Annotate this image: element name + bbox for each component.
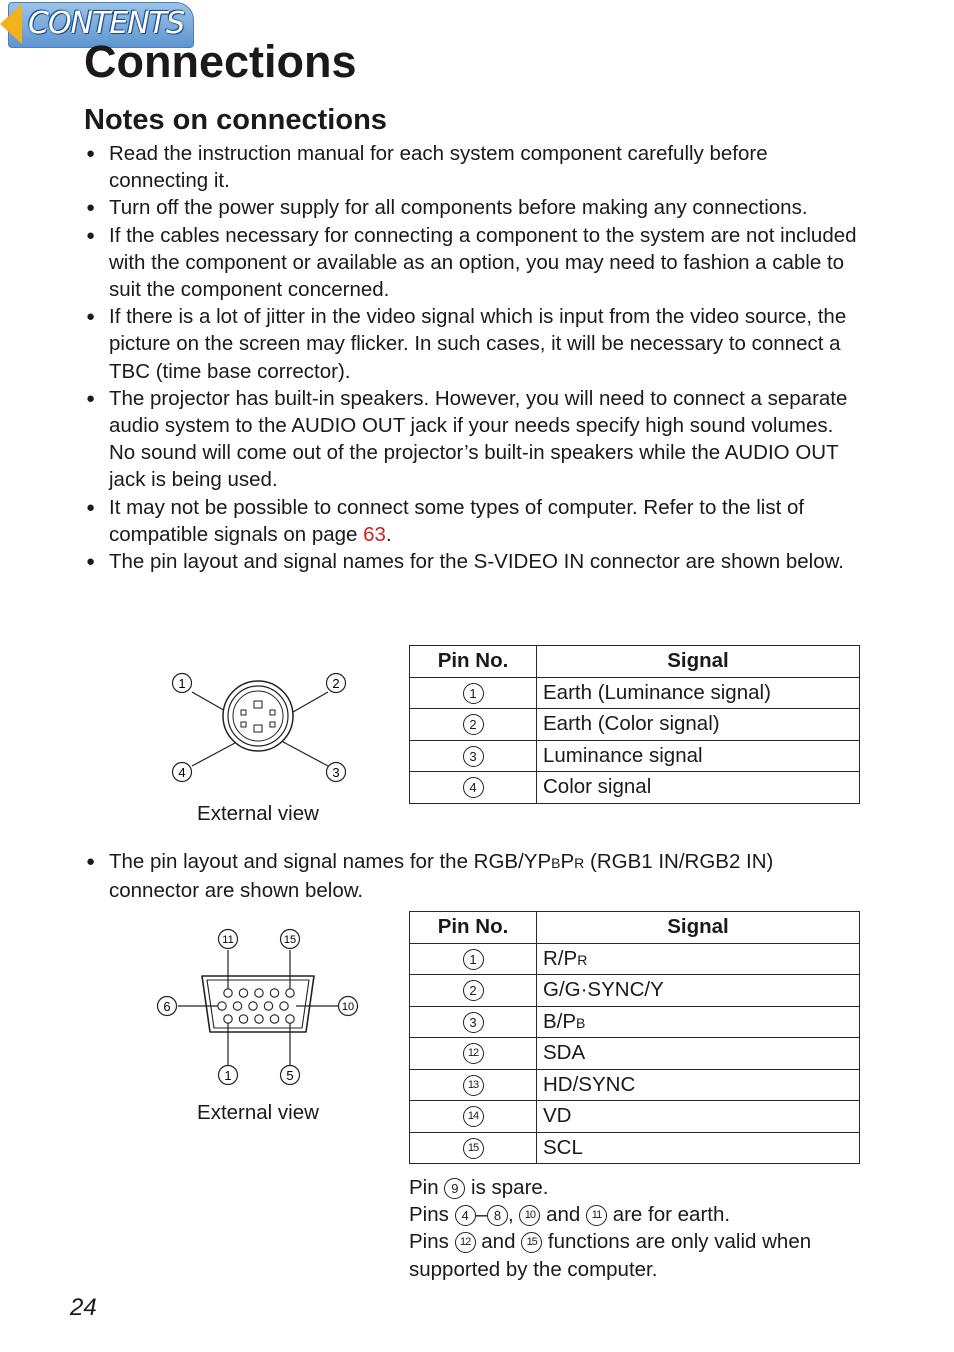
- table-row: [410, 1038, 860, 1070]
- note-item: [84, 848, 864, 904]
- contents-label: CONTENTS: [28, 6, 185, 41]
- pin-number: 1: [463, 683, 484, 704]
- signal-name: Color signal: [537, 772, 860, 804]
- note-item: ● The pin layout and signal names for the S-VIDEO IN connector are shown below.: [84, 548, 864, 575]
- rgb-pin-label: 15: [283, 934, 297, 946]
- signal-subscript: R: [577, 951, 588, 968]
- footnote-line: [409, 1201, 869, 1228]
- table-row: [410, 1101, 860, 1133]
- pin-number: 2: [463, 980, 484, 1001]
- footnote-line: [409, 1174, 869, 1201]
- signal-name: Earth (Luminance signal): [537, 677, 860, 709]
- pin-number: 1: [463, 949, 484, 970]
- table-row: [410, 772, 860, 804]
- rgb-pin-table: [409, 911, 860, 1164]
- pin-footnotes: [409, 1174, 869, 1283]
- pin-number: 9: [444, 1178, 465, 1199]
- note-text: It may not be possible to connect some types of computer. Refer to the list of compatible signals on page: [109, 495, 805, 546]
- section-title: Notes on connections: [84, 104, 387, 136]
- pin-number: 4: [455, 1205, 476, 1226]
- pin-number: 14: [463, 1106, 484, 1127]
- footnote-text: are for earth.: [607, 1203, 731, 1227]
- left-arrow-icon: [0, 4, 22, 44]
- table-row: [410, 1006, 860, 1038]
- rgb-pin-label: 11: [222, 934, 234, 946]
- svideo-pin-label: 1: [178, 676, 186, 691]
- pin-number: 11: [586, 1205, 607, 1226]
- rgb-pin-label: 5: [286, 1068, 294, 1083]
- note-item: ● Turn off the power supply for all components before making any connections.: [84, 194, 864, 221]
- svideo-pin-label: 2: [332, 676, 340, 691]
- signal-name: B/P: [543, 1009, 577, 1033]
- note-text: The pin layout and signal names for the RGB/YP: [109, 850, 552, 873]
- footnote-text: and: [540, 1203, 586, 1227]
- signal-header: Signal: [537, 646, 860, 678]
- footnote-line: [409, 1228, 869, 1282]
- note-text: P: [560, 850, 575, 873]
- footnote-text: is spare.: [465, 1176, 549, 1199]
- footnote-text: –: [475, 1203, 487, 1227]
- table-header-row: [410, 646, 860, 678]
- svideo-connector-diagram: [160, 664, 360, 799]
- pin-number: 2: [463, 714, 484, 735]
- table-header-row: [410, 912, 860, 944]
- rgb-pin-label: 1: [224, 1068, 232, 1083]
- svideo-pin-label: 3: [332, 765, 340, 780]
- pin-number: 8: [487, 1205, 508, 1226]
- footnote-text: Pin: [409, 1176, 445, 1199]
- note-item: ● If the cables necessary for connecting a component to the system are not included with the component or available as an option, you may need to fashion a cable to suit the component concerned.: [84, 222, 864, 304]
- note-item: [84, 494, 864, 548]
- footnote-text: Pins: [409, 1230, 455, 1254]
- note-text: (RGB1 IN/RGB2 IN) connector are shown below.: [109, 850, 774, 903]
- signal-name: Earth (Color signal): [537, 709, 860, 741]
- svideo-external-view-label: External view: [197, 802, 319, 825]
- signal-subscript: B: [576, 1014, 586, 1031]
- signal-name: SCL: [543, 1135, 583, 1159]
- footnote-text: and: [475, 1230, 522, 1254]
- note-item: ● The projector has built-in speakers. However, you will need to connect a separate audio system to the AUDIO OUT jack if your needs specify high sound volumes. No sound will come out of the projector’s built-in speakers while the AUDIO OUT jack is being used.: [84, 385, 864, 494]
- pin-number: 15: [463, 1138, 484, 1159]
- note-subscript: B: [551, 855, 561, 871]
- note-text: .: [385, 522, 392, 546]
- table-row: [410, 1132, 860, 1164]
- pin-number: 12: [455, 1232, 476, 1253]
- signal-header: Signal: [537, 912, 860, 944]
- signal-name: G/G·SYNC/Y: [543, 978, 664, 1002]
- page-title: Connections: [84, 36, 357, 87]
- signal-name: SDA: [543, 1041, 586, 1065]
- notes-list: [84, 140, 864, 575]
- footnote-text: Pins: [409, 1203, 455, 1227]
- pin-no-header: Pin No.: [410, 646, 537, 678]
- svideo-pin-label: 4: [178, 765, 186, 780]
- note-item: ● Read the instruction manual for each system component carefully before connecting it.: [84, 140, 864, 194]
- page-link-63[interactable]: 63: [363, 522, 386, 546]
- table-row: [410, 943, 860, 975]
- rgb-pin-label: 6: [163, 999, 171, 1014]
- svideo-pin-table: [409, 645, 860, 804]
- pin-number: 3: [463, 1012, 484, 1033]
- footnote-text: ,: [507, 1203, 520, 1227]
- table-row: [410, 677, 860, 709]
- rgb-connector-diagram: [150, 922, 370, 1097]
- note-subscript: R: [574, 855, 585, 871]
- rgb-pin-label: 10: [341, 1001, 355, 1013]
- signal-name: Luminance signal: [537, 740, 860, 772]
- pin-number: 10: [519, 1205, 540, 1226]
- pin-no-header: Pin No.: [410, 912, 537, 944]
- table-row: [410, 1069, 860, 1101]
- signal-name: R/P: [543, 946, 578, 970]
- pin-number: 3: [463, 746, 484, 767]
- signal-name: HD/SYNC: [543, 1072, 636, 1096]
- table-row: [410, 975, 860, 1007]
- page-number: 24: [70, 1294, 97, 1321]
- table-row: [410, 740, 860, 772]
- pin-number: 12: [463, 1043, 484, 1064]
- signal-name: VD: [543, 1104, 572, 1128]
- pin-number: 4: [463, 777, 484, 798]
- note-item: ● If there is a lot of jitter in the video signal which is input from the video source, the picture on the screen may flicker. In such cases, it will be necessary to connect a TBC (time base corrector).: [84, 303, 864, 385]
- footnote-text: functions are only valid when supported by the computer.: [409, 1230, 812, 1281]
- pin-number: 15: [521, 1232, 542, 1253]
- rgb-external-view-label: External view: [197, 1101, 319, 1124]
- table-row: [410, 709, 860, 741]
- pin-number: 13: [463, 1075, 484, 1096]
